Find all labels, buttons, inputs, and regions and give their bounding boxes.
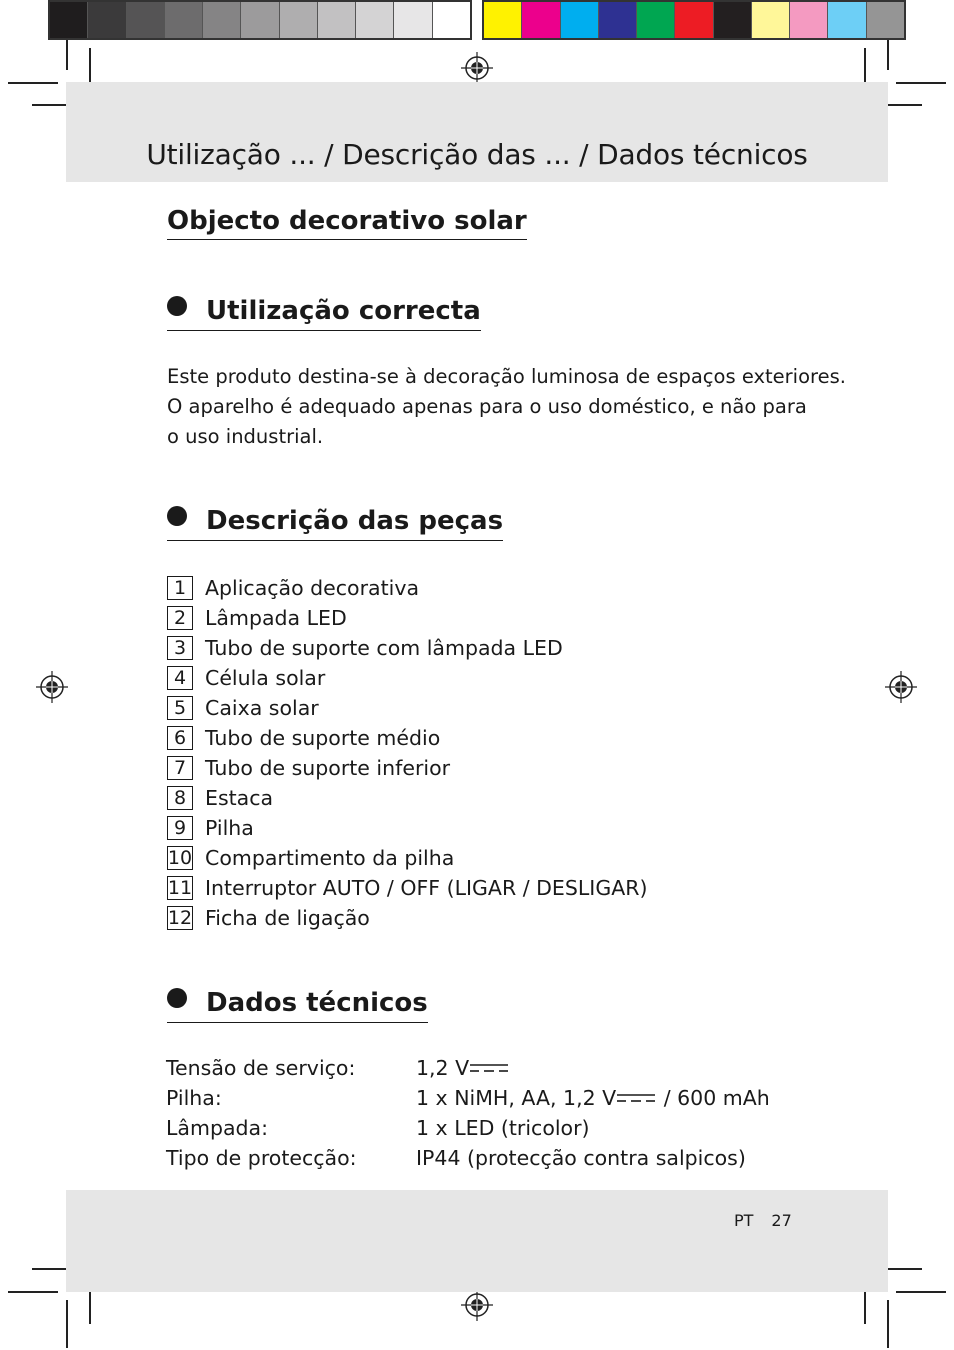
crop-mark bbox=[8, 1291, 58, 1293]
page-footer bbox=[734, 1211, 792, 1230]
intended-use-paragraph bbox=[167, 362, 846, 452]
part-item bbox=[167, 573, 648, 603]
crop-mark bbox=[882, 104, 922, 106]
crop-mark bbox=[887, 1300, 889, 1348]
page-header-title: Utilização ... / Descrição das ... / Dados técnicos bbox=[146, 138, 808, 171]
crop-mark bbox=[896, 1291, 946, 1293]
section-title: Utilização correcta bbox=[206, 296, 481, 326]
part-number: 7 bbox=[167, 756, 193, 780]
color-calibration-bar bbox=[482, 0, 906, 40]
direct-current-icon bbox=[617, 1093, 655, 1103]
part-number: 12 bbox=[167, 907, 193, 929]
part-number: 2 bbox=[167, 606, 193, 630]
tech-row bbox=[166, 1083, 770, 1113]
heading-underline bbox=[167, 330, 481, 332]
tech-value-text: 1 x NiMH, AA, 1,2 V bbox=[416, 1086, 617, 1110]
section-title: Dados técnicos bbox=[206, 988, 428, 1018]
bullet-icon bbox=[167, 296, 187, 316]
paragraph-line: O aparelho é adequado apenas para o uso doméstico, e não para bbox=[167, 395, 807, 418]
color-swatch bbox=[561, 2, 599, 38]
color-swatch bbox=[203, 2, 241, 38]
registration-mark-icon bbox=[461, 1289, 493, 1321]
tech-label: Tensão de serviço: bbox=[166, 1056, 356, 1080]
tech-value-text: 1,2 V bbox=[416, 1056, 470, 1080]
part-label: Estaca bbox=[205, 786, 274, 810]
language-code: PT bbox=[734, 1211, 754, 1230]
part-number: 4 bbox=[167, 666, 193, 690]
color-swatch bbox=[675, 2, 713, 38]
color-swatch bbox=[867, 2, 904, 38]
part-label: Compartimento da pilha bbox=[205, 846, 455, 870]
tech-row bbox=[166, 1053, 770, 1083]
paragraph-line: o uso industrial. bbox=[167, 425, 324, 448]
color-swatch bbox=[484, 2, 522, 38]
parts-list bbox=[167, 573, 648, 933]
paragraph-line: Este produto destina-se à decoração luminosa de espaços exteriores. bbox=[167, 365, 846, 388]
tech-value bbox=[416, 1086, 770, 1110]
part-item bbox=[167, 603, 648, 633]
part-label: Lâmpada LED bbox=[205, 606, 347, 630]
color-swatch bbox=[433, 2, 470, 38]
part-number: 8 bbox=[167, 786, 193, 810]
part-number: 6 bbox=[167, 726, 193, 750]
technical-data-table bbox=[166, 1053, 770, 1173]
section-heading-tech bbox=[167, 988, 428, 1018]
color-swatch bbox=[714, 2, 752, 38]
bullet-icon bbox=[167, 506, 187, 526]
crop-mark bbox=[8, 82, 58, 84]
heading-underline bbox=[167, 540, 503, 542]
part-label: Interruptor AUTO / OFF (LIGAR / DESLIGAR) bbox=[205, 876, 648, 900]
part-item bbox=[167, 663, 648, 693]
part-label: Caixa solar bbox=[205, 696, 319, 720]
color-swatch bbox=[599, 2, 637, 38]
color-swatch bbox=[356, 2, 394, 38]
part-item bbox=[167, 783, 648, 813]
part-item bbox=[167, 693, 648, 723]
part-item bbox=[167, 723, 648, 753]
part-label: Aplicação decorativa bbox=[205, 576, 420, 600]
part-label: Tubo de suporte médio bbox=[205, 726, 441, 750]
crop-mark bbox=[887, 40, 889, 70]
section-heading-use bbox=[167, 296, 481, 326]
color-swatch bbox=[127, 2, 165, 38]
part-item bbox=[167, 753, 648, 783]
direct-current-icon bbox=[470, 1063, 508, 1073]
section-heading-parts bbox=[167, 506, 503, 536]
color-swatch bbox=[88, 2, 126, 38]
registration-mark-icon bbox=[461, 52, 493, 84]
registration-mark-icon bbox=[36, 671, 68, 703]
section-title: Descrição das peças bbox=[206, 506, 504, 536]
part-label: Ficha de ligação bbox=[205, 906, 370, 930]
color-swatch bbox=[790, 2, 828, 38]
part-label: Pilha bbox=[205, 816, 254, 840]
color-swatch bbox=[318, 2, 356, 38]
page-number: 27 bbox=[771, 1211, 792, 1230]
color-swatch bbox=[280, 2, 318, 38]
tech-row bbox=[166, 1113, 770, 1143]
part-label: Tubo de suporte inferior bbox=[205, 756, 451, 780]
tech-label: Lâmpada: bbox=[166, 1116, 269, 1140]
color-swatch bbox=[50, 2, 88, 38]
color-swatch bbox=[828, 2, 866, 38]
tech-value: IP44 (protecção contra salpicos) bbox=[416, 1146, 746, 1170]
heading-underline bbox=[167, 1022, 428, 1024]
tech-value-text: / 600 mAh bbox=[657, 1086, 770, 1110]
part-item bbox=[167, 813, 648, 843]
part-number: 3 bbox=[167, 636, 193, 660]
tech-value: 1 x LED (tricolor) bbox=[416, 1116, 590, 1140]
part-number: 5 bbox=[167, 696, 193, 720]
part-number: 10 bbox=[167, 847, 193, 869]
part-item bbox=[167, 903, 648, 933]
color-swatch bbox=[241, 2, 279, 38]
registration-mark-icon bbox=[885, 671, 917, 703]
footer-band bbox=[66, 1190, 888, 1292]
crop-mark bbox=[66, 1300, 68, 1348]
color-swatch bbox=[637, 2, 675, 38]
color-swatch bbox=[165, 2, 203, 38]
color-swatch bbox=[752, 2, 790, 38]
part-label: Tubo de suporte com lâmpada LED bbox=[205, 636, 563, 660]
part-number: 9 bbox=[167, 816, 193, 840]
part-number: 11 bbox=[167, 877, 193, 899]
part-item bbox=[167, 843, 648, 873]
tech-label: Pilha: bbox=[166, 1086, 222, 1110]
crop-mark bbox=[896, 82, 946, 84]
part-number: 1 bbox=[167, 576, 193, 600]
part-label: Célula solar bbox=[205, 666, 326, 690]
main-heading: Objecto decorativo solar bbox=[167, 206, 527, 240]
part-item bbox=[167, 873, 648, 903]
color-swatch bbox=[394, 2, 432, 38]
bullet-icon bbox=[167, 988, 187, 1008]
tech-label: Tipo de protecção: bbox=[166, 1146, 357, 1170]
tech-row bbox=[166, 1143, 770, 1173]
crop-mark bbox=[882, 1268, 922, 1270]
grayscale-calibration-bar bbox=[48, 0, 472, 40]
color-swatch bbox=[522, 2, 560, 38]
crop-mark bbox=[66, 40, 68, 70]
tech-value bbox=[416, 1056, 510, 1080]
part-item bbox=[167, 633, 648, 663]
